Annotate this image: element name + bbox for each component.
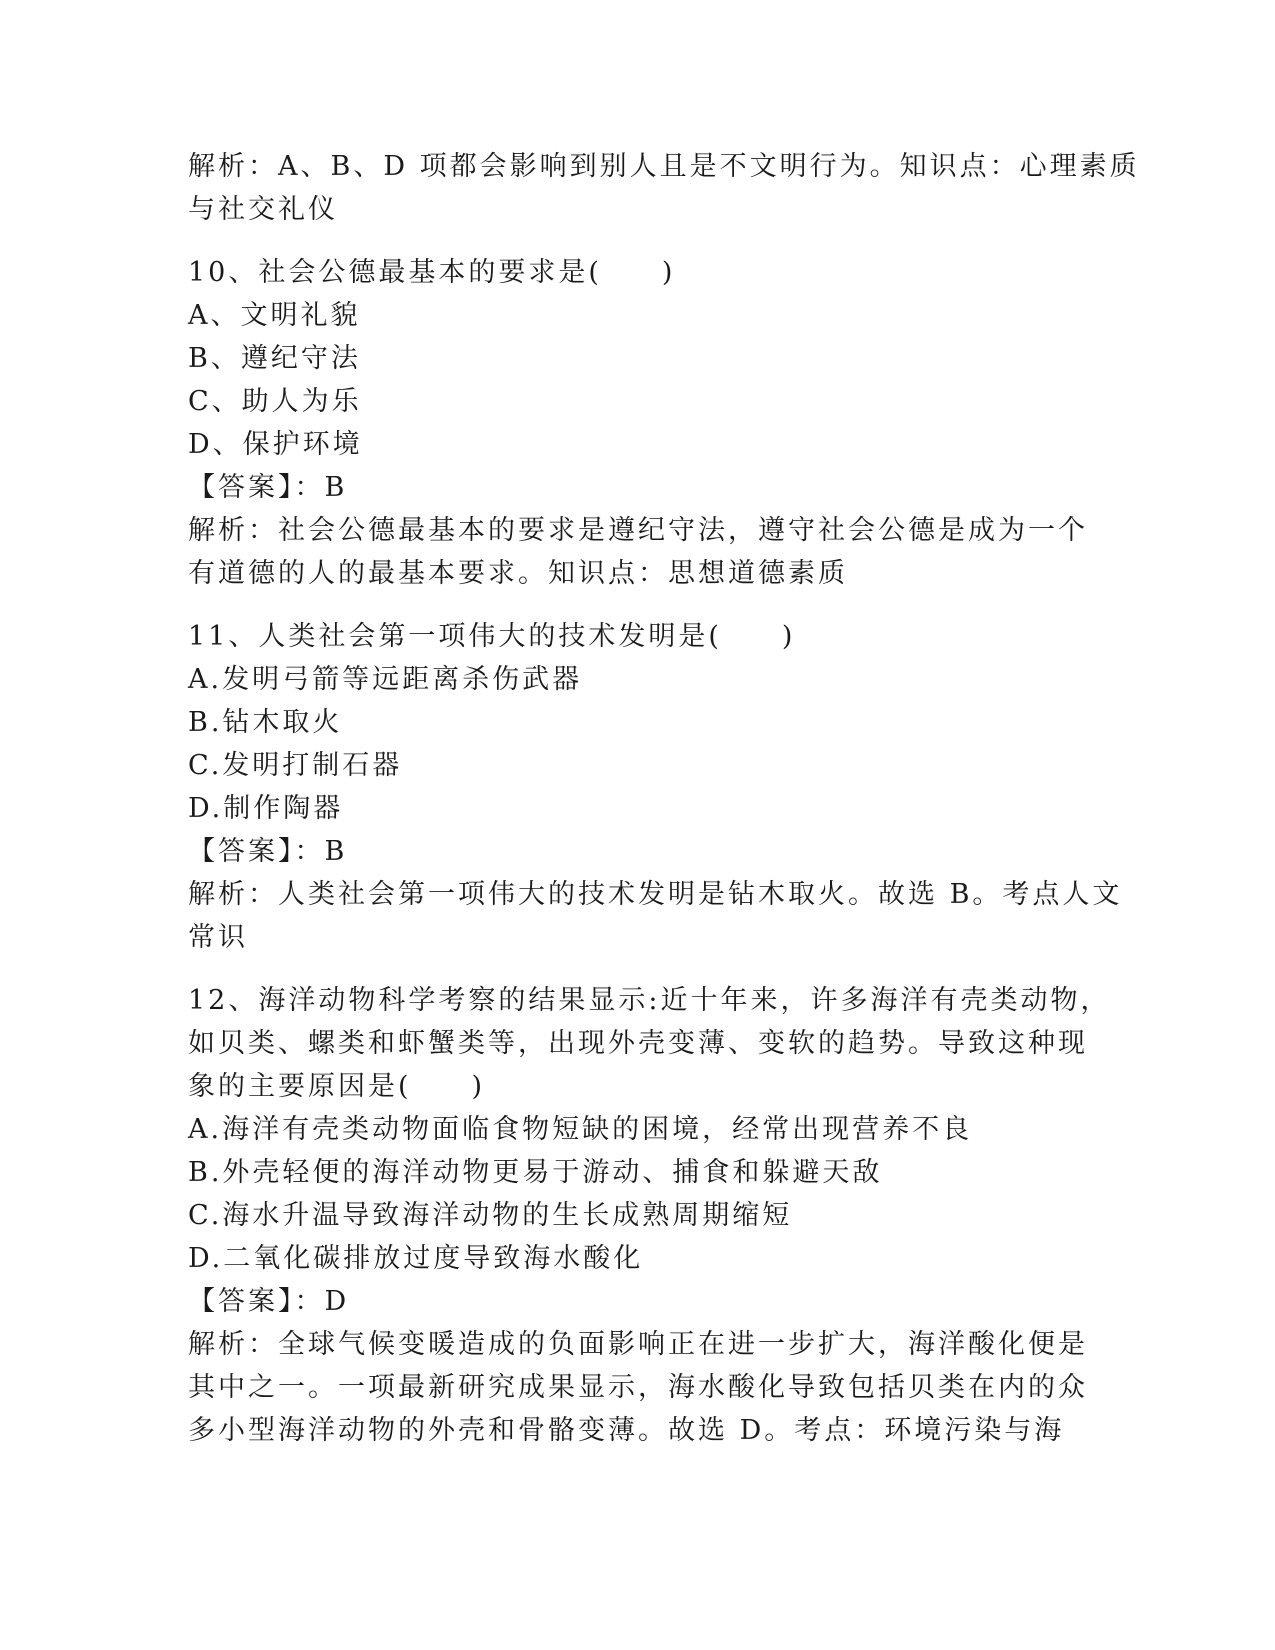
explanation-line: 解析：A、B、D 项都会影响到别人且是不文明行为。知识点：心理素质 [188, 151, 1140, 182]
question-stem: 象的主要原因是( ) [188, 1071, 486, 1102]
option-b: B.钻木取火 [188, 707, 343, 738]
explanation-line: 解析：人类社会第一项伟大的技术发明是钻木取火。故选 B。考点人文 [188, 879, 1123, 910]
explanation-line: 其中之一。一项最新研究成果显示，海水酸化导致包括贝类在内的众 [188, 1372, 1088, 1403]
answer-line: 【答案】：D [188, 1286, 350, 1317]
option-a: A.发明弓箭等远距离杀伤武器 [188, 664, 583, 695]
option-c: C.发明打制石器 [188, 750, 403, 781]
option-b: B.外壳轻便的海洋动物更易于游动、捕食和躲避天敌 [188, 1157, 883, 1188]
question-stem: 12、海洋动物科学考察的结果显示:近十年来，许多海洋有壳类动物， [188, 985, 1111, 1016]
question-block-11 [188, 615, 1123, 959]
explanation-line: 解析：社会公德最基本的要求是遵纪守法，遵守社会公德是成为一个 [188, 515, 1088, 546]
option-d: D、保护环境 [188, 429, 363, 460]
question-block-12 [188, 979, 1111, 1452]
explanation-line: 常识 [188, 922, 248, 953]
document-content [188, 145, 1140, 1452]
option-d: D.制作陶器 [188, 793, 344, 824]
question-stem: 如贝类、螺类和虾蟹类等，出现外壳变薄、变软的趋势。导致这种现 [188, 1028, 1088, 1059]
option-a: A、文明礼貌 [188, 300, 361, 331]
option-c: C、助人为乐 [188, 386, 362, 417]
question-stem: 10、社会公德最基本的要求是( ) [188, 257, 676, 288]
option-a: A.海洋有壳类动物面临食物短缺的困境，经常出现营养不良 [188, 1114, 973, 1145]
explanation-line: 解析：全球气候变暖造成的负面影响正在进一步扩大，海洋酸化便是 [188, 1329, 1088, 1360]
explanation-block-9 [188, 145, 1140, 231]
explanation-line: 有道德的人的最基本要求。知识点：思想道德素质 [188, 558, 848, 589]
option-c: C.海水升温导致海洋动物的生长成熟周期缩短 [188, 1200, 793, 1231]
answer-line: 【答案】：B [188, 472, 348, 503]
question-stem: 11、人类社会第一项伟大的技术发明是( ) [188, 621, 796, 652]
question-block-10 [188, 251, 1088, 595]
explanation-line: 与社交礼仪 [188, 194, 338, 225]
explanation-line: 多小型海洋动物的外壳和骨骼变薄。故选 D。考点：环境污染与海 [188, 1415, 1065, 1446]
answer-line: 【答案】：B [188, 836, 348, 867]
option-b: B、遵纪守法 [188, 343, 361, 374]
option-d: D.二氧化碳排放过度导致海水酸化 [188, 1243, 644, 1274]
